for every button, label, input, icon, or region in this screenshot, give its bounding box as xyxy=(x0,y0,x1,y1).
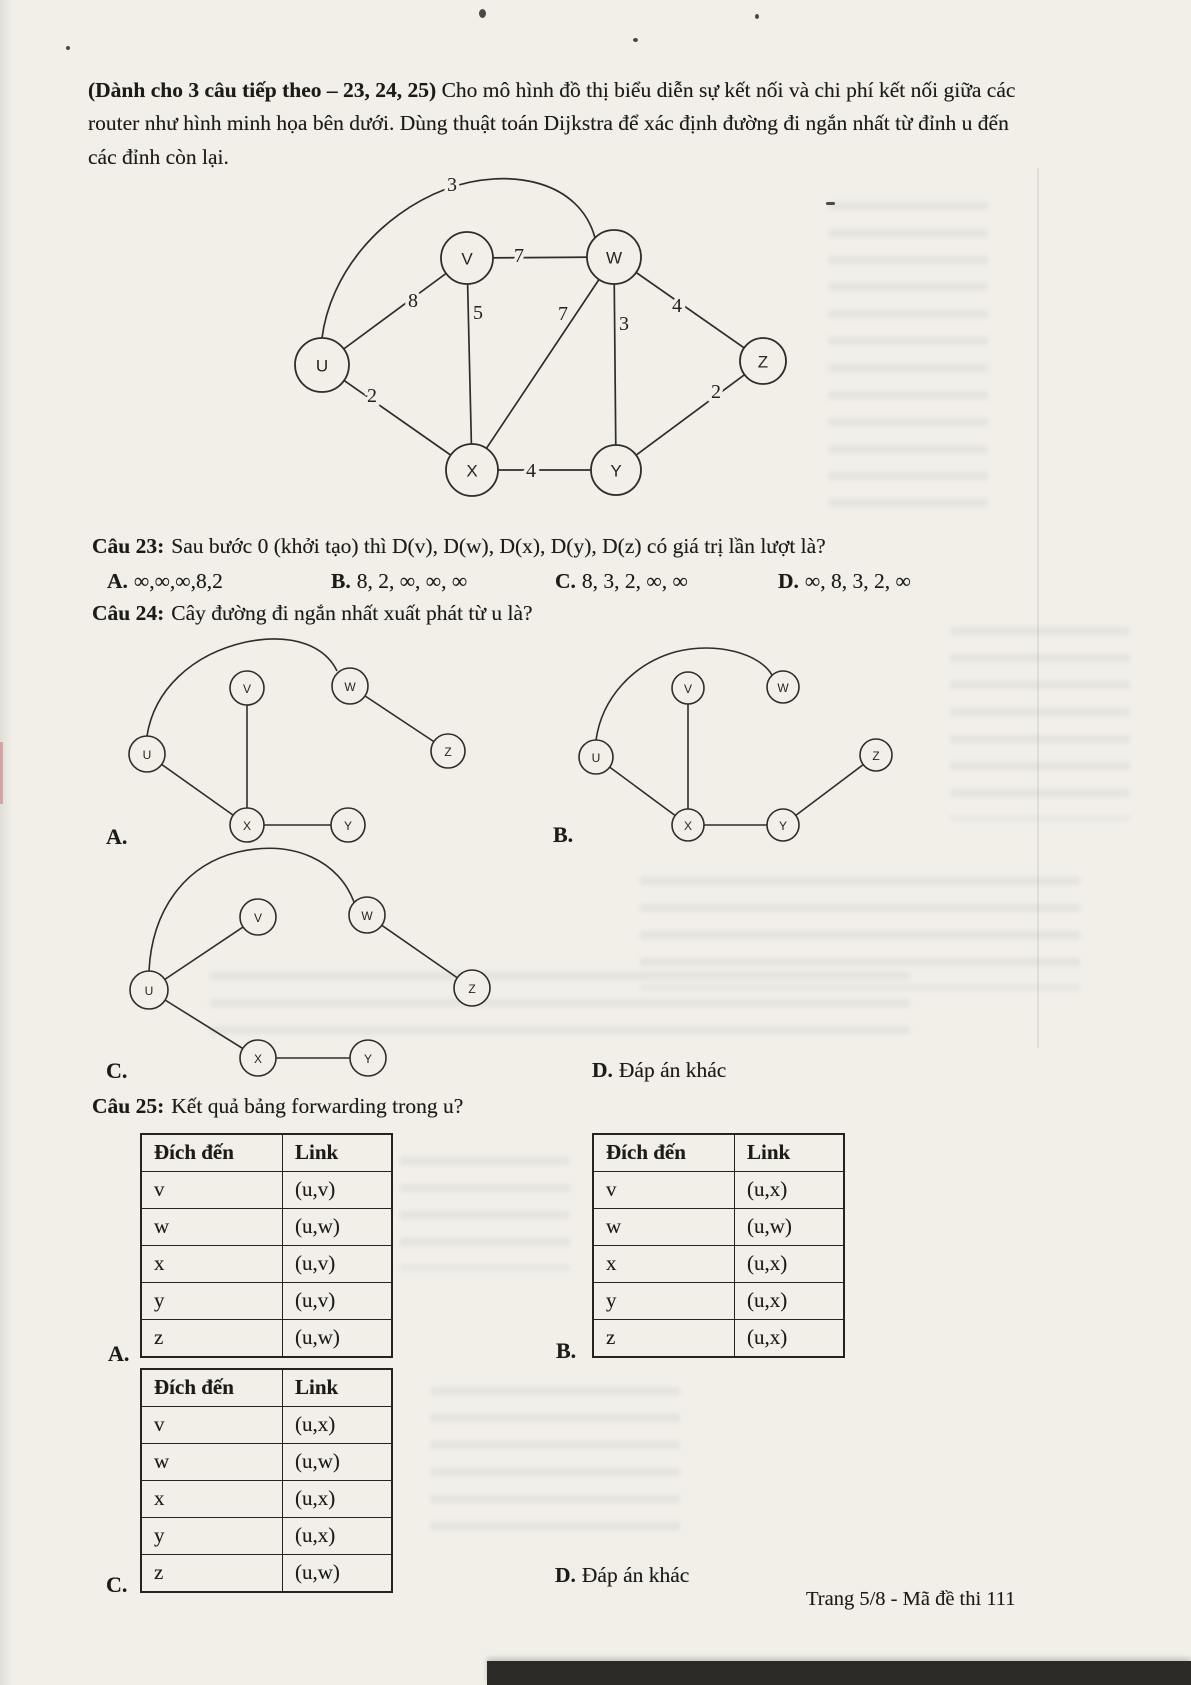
graph-node-label-v: V xyxy=(461,249,473,269)
table-row xyxy=(593,1283,844,1320)
question-25-text: Kết quả bảng forwarding trong u? xyxy=(171,1094,464,1118)
edge-weight-y-z: 2 xyxy=(711,381,721,403)
question-25 xyxy=(92,1094,463,1119)
graph-node-label-x: X xyxy=(466,461,478,481)
q23-option-c-key: C. xyxy=(555,569,576,593)
scan-speck xyxy=(479,9,486,18)
graph-node-label-v: V xyxy=(242,682,252,696)
q25-option-b-label: B. xyxy=(556,1338,577,1363)
scan-bleedthrough xyxy=(400,1150,570,1270)
q23-option-a xyxy=(107,569,223,594)
page-footer: Trang 5/8 - Mã đề thi 111 xyxy=(806,1588,1016,1610)
q23-option-c xyxy=(555,569,688,594)
graph-node-label-x: X xyxy=(683,819,693,833)
scan-speck xyxy=(755,14,759,19)
destination-cell: y xyxy=(141,1283,283,1320)
q25-option-d-key: D. xyxy=(555,1563,576,1587)
graph-node-label-v: V xyxy=(253,911,263,925)
table-row xyxy=(593,1172,844,1209)
intro-paragraph xyxy=(88,74,1030,174)
destination-cell: v xyxy=(141,1407,283,1444)
destination-cell: x xyxy=(141,1481,283,1518)
edge-weight-x-y: 4 xyxy=(526,460,536,482)
table-header-cell: Link xyxy=(735,1134,845,1172)
q25-option-a-label: A. xyxy=(108,1341,130,1366)
table-row xyxy=(593,1209,844,1246)
graph-node-label-y: Y xyxy=(610,461,622,481)
q23-option-b-key: B. xyxy=(331,569,351,593)
edge-weight-x-w: 7 xyxy=(558,303,568,325)
graph-edge-y-z xyxy=(783,755,876,825)
scan-bleedthrough xyxy=(828,195,988,525)
graph-node-label-w: W xyxy=(361,909,373,923)
graph-node-label-w: W xyxy=(777,681,789,695)
q23-option-c-text: 8, 3, 2, ∞, ∞ xyxy=(581,569,688,593)
table-row xyxy=(141,1246,392,1283)
q25-option-d-text: Đáp án khác xyxy=(581,1563,690,1587)
graph-edge-v-x xyxy=(467,258,472,470)
link-cell: (u,x) xyxy=(735,1172,845,1209)
forwarding-table-c xyxy=(140,1368,393,1593)
edge-weight-w-y: 3 xyxy=(619,313,629,335)
question-25-label: Câu 25: xyxy=(92,1094,165,1118)
graph-node-label-u: U xyxy=(142,748,152,762)
graph-node-label-y: Y xyxy=(778,819,788,833)
graph-edge-w-y xyxy=(614,257,616,470)
q23-option-d xyxy=(778,569,911,594)
table-header-cell: Link xyxy=(283,1369,393,1407)
table-row xyxy=(593,1320,844,1358)
table-row xyxy=(141,1283,392,1320)
destination-cell: y xyxy=(593,1283,735,1320)
graph-node-label-u: U xyxy=(144,984,154,998)
q24-option-d xyxy=(592,1058,726,1083)
q23-option-b xyxy=(331,569,467,594)
q24-option-c-label: C. xyxy=(106,1058,128,1083)
destination-cell: x xyxy=(593,1246,735,1283)
q24-answer-graph-c xyxy=(112,798,512,1088)
q25-option-c-label: C. xyxy=(106,1572,128,1597)
link-cell: (u,x) xyxy=(735,1320,845,1358)
graph-node-label-u: U xyxy=(591,751,601,765)
link-cell: (u,x) xyxy=(283,1407,393,1444)
edge-weight-u-x: 2 xyxy=(367,385,377,407)
graph-node-label-z: Z xyxy=(468,982,476,996)
table-row xyxy=(141,1444,392,1481)
link-cell: (u,x) xyxy=(735,1246,845,1283)
q23-option-d-text: ∞, 8, 3, 2, ∞ xyxy=(804,569,911,593)
link-cell: (u,x) xyxy=(283,1518,393,1555)
forwarding-table-a xyxy=(140,1133,393,1358)
link-cell: (u,v) xyxy=(283,1172,393,1209)
q25-option-d xyxy=(555,1563,689,1588)
graph-edge-y-z xyxy=(616,361,763,470)
question-23-text: Sau bước 0 (khởi tạo) thì D(v), D(w), D(x), D(y), D(z) có giá trị lần lượt là? xyxy=(171,534,826,558)
q24-answer-graph-b xyxy=(555,638,905,848)
scan-speck xyxy=(633,38,638,42)
link-cell: (u,w) xyxy=(283,1209,393,1246)
edge-weight-u-w: 3 xyxy=(447,174,457,196)
scan-edge-shadow xyxy=(0,0,12,1685)
table-header-cell: Link xyxy=(283,1134,393,1172)
link-cell: (u,v) xyxy=(283,1283,393,1320)
scan-bleedthrough xyxy=(430,1380,680,1540)
table-row xyxy=(141,1209,392,1246)
link-cell: (u,x) xyxy=(283,1481,393,1518)
destination-cell: z xyxy=(593,1320,735,1358)
graph-node-label-z: Z xyxy=(444,745,452,759)
intro-bold-text: (Dành cho 3 câu tiếp theo – 23, 24, 25) xyxy=(88,78,437,102)
destination-cell: x xyxy=(141,1246,283,1283)
graph-node-label-y: Y xyxy=(363,1052,373,1066)
graph-edge-x-w xyxy=(472,257,614,470)
link-cell: (u,w) xyxy=(283,1555,393,1593)
scan-red-mark xyxy=(0,742,3,804)
graph-node-label-z: Z xyxy=(757,352,769,372)
q24-option-d-text: Đáp án khác xyxy=(618,1058,727,1082)
intro-body-text: Cho mô hình đồ thị biểu diễn sự kết nối và chi phí kết nối giữa các router như hình minh họa bên dưới. Dùng thuật toán Dijkstra để xác định đường đi ngắn nhất từ đỉnh u đến các đỉnh còn lại. xyxy=(88,78,1016,169)
table-header-cell: Đích đến xyxy=(141,1369,283,1407)
graph-node-label-y: Y xyxy=(343,819,353,833)
table-row xyxy=(141,1172,392,1209)
scan-bottom-bar xyxy=(487,1661,1191,1685)
question-24-label: Câu 24: xyxy=(92,601,165,625)
edge-weight-v-x: 5 xyxy=(473,302,483,324)
scan-bleedthrough xyxy=(950,620,1130,820)
q24-option-a-label: A. xyxy=(106,824,128,849)
question-23-label: Câu 23: xyxy=(92,534,165,558)
link-cell: (u,v) xyxy=(283,1246,393,1283)
table-header-row xyxy=(141,1134,392,1172)
table-row xyxy=(593,1246,844,1283)
q23-option-a-key: A. xyxy=(107,569,128,593)
question-23 xyxy=(92,534,826,559)
table-row xyxy=(141,1481,392,1518)
graph-node-label-x: X xyxy=(253,1052,263,1066)
edge-weight-u-v: 8 xyxy=(408,290,418,312)
graph-node-label-v: V xyxy=(683,682,693,696)
table-row xyxy=(141,1407,392,1444)
scan-speck xyxy=(66,46,70,50)
link-cell: (u,w) xyxy=(735,1209,845,1246)
link-cell: (u,x) xyxy=(735,1283,845,1320)
graph-node-label-z: Z xyxy=(872,749,880,763)
table-row xyxy=(141,1320,392,1358)
question-24-text: Cây đường đi ngắn nhất xuất phát từ u là? xyxy=(171,601,533,625)
forwarding-table-b xyxy=(592,1133,845,1358)
link-cell: (u,w) xyxy=(283,1444,393,1481)
table-row xyxy=(141,1555,392,1593)
destination-cell: v xyxy=(141,1172,283,1209)
destination-cell: w xyxy=(141,1209,283,1246)
table-header-row xyxy=(593,1134,844,1172)
graph-node-label-u: U xyxy=(315,356,329,376)
table-row xyxy=(141,1518,392,1555)
destination-cell: v xyxy=(593,1172,735,1209)
graph-node-label-x: X xyxy=(242,819,252,833)
destination-cell: w xyxy=(593,1209,735,1246)
q24-option-d-key: D. xyxy=(592,1058,613,1082)
table-header-row xyxy=(141,1369,392,1407)
graph-node-label-w: W xyxy=(344,680,356,694)
q24-option-b-label: B. xyxy=(553,822,574,847)
question-24 xyxy=(92,601,533,626)
q23-option-b-text: 8, 2, ∞, ∞, ∞ xyxy=(356,569,468,593)
destination-cell: z xyxy=(141,1555,283,1593)
graph-edge-w-z xyxy=(367,915,472,988)
network-topology-graph xyxy=(280,165,810,505)
edge-weight-v-w: 7 xyxy=(514,245,524,267)
link-cell: (u,w) xyxy=(283,1320,393,1358)
destination-cell: w xyxy=(141,1444,283,1481)
edge-weight-w-z: 4 xyxy=(672,295,682,317)
table-header-cell: Đích đến xyxy=(593,1134,735,1172)
q23-option-d-key: D. xyxy=(778,569,799,593)
q23-option-a-text: ∞,∞,∞,8,2 xyxy=(133,569,223,593)
destination-cell: y xyxy=(141,1518,283,1555)
table-header-cell: Đích đến xyxy=(141,1134,283,1172)
graph-node-label-w: W xyxy=(605,248,623,268)
destination-cell: z xyxy=(141,1320,283,1358)
